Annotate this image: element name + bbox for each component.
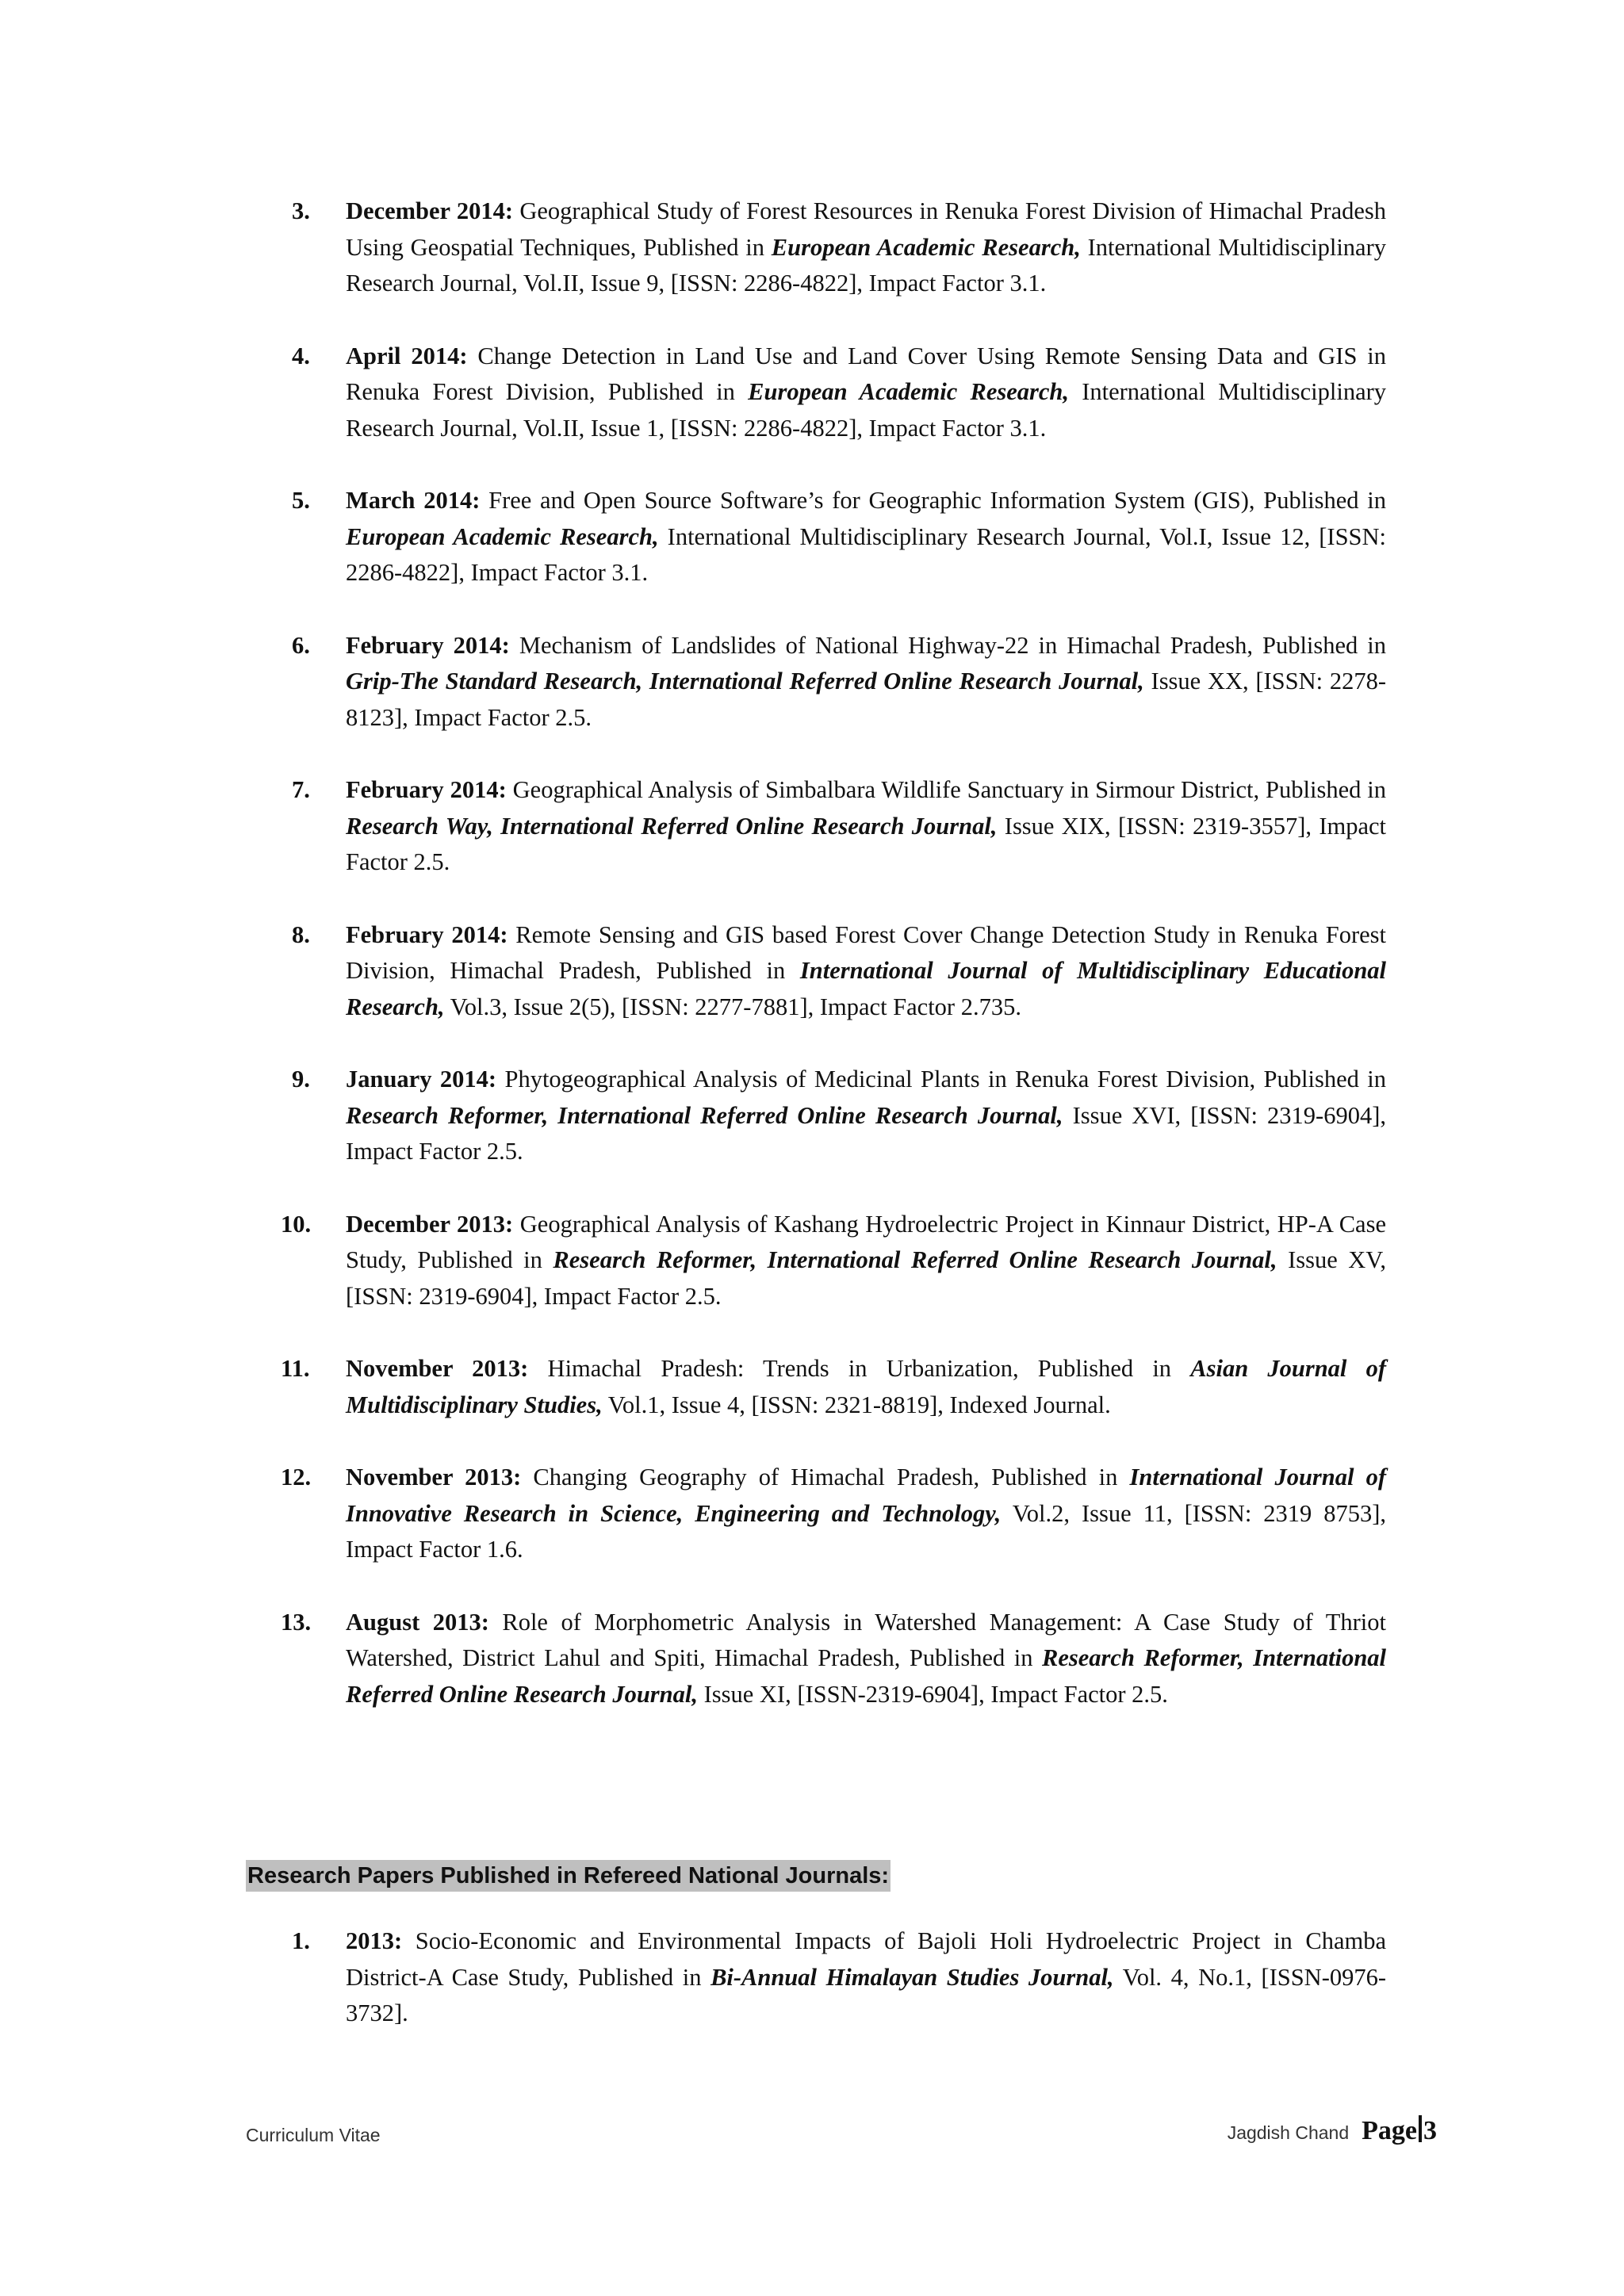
publication-date: November 2013:	[346, 1464, 522, 1490]
journal-name: Research Reformer, International Referred Online Research Journal,	[553, 1246, 1277, 1273]
publication-title: Phytogeographical Analysis of Medicinal Plants in Renuka Forest Division, Published in	[504, 1066, 1387, 1093]
section-heading-national-journals: Research Papers Published in Refereed National Journals:	[246, 1860, 891, 1892]
publication-item	[292, 628, 1387, 737]
publication-item	[292, 339, 1387, 447]
publication-date: January 2014:	[346, 1066, 497, 1093]
publication-date: March 2014:	[346, 487, 481, 514]
publication-details: International Multidisciplinary Research Journal, Vol.II, Issue 1, [ISSN: 2286-4822], Impact Factor 3.1.	[346, 378, 1387, 442]
item-number: 4.	[292, 342, 310, 369]
national-papers-section	[292, 1923, 1387, 2068]
item-number: 5.	[292, 487, 310, 514]
journal-name: European Academic Research,	[748, 378, 1070, 405]
footer-page-separator	[1419, 2115, 1422, 2142]
publication-item	[281, 1207, 1387, 1315]
publication-title: Himachal Pradesh: Trends in Urbanization, Published in	[547, 1355, 1172, 1382]
publication-item	[292, 1923, 1387, 2032]
footer-author-name: Jagdish Chand	[1227, 2122, 1350, 2143]
publication-date: 2013:	[346, 1927, 403, 1954]
publication-title: Geographical Analysis of Kashang Hydroelectric Project in Kinnaur District, HP-A Case Study, Published in	[346, 1210, 1387, 1273]
journal-name: Grip-The Standard Research, International Referred Online Research Journal,	[346, 668, 1144, 695]
national-papers-list	[292, 1923, 1387, 2032]
publication-date: February 2014:	[346, 631, 510, 659]
publication-title: Changing Geography of Himachal Pradesh, Published in	[533, 1464, 1118, 1490]
publication-date: February 2014:	[346, 776, 507, 803]
footer-page-info	[1228, 2112, 1437, 2146]
journal-name: Research Reformer, International Referred Online Research Journal,	[346, 1644, 1387, 1708]
publication-title: Free and Open Source Software’s for Geographic Information System (GIS), Published in	[488, 487, 1386, 514]
journal-name: Research Reformer, International Referred Online Research Journal,	[346, 1101, 1063, 1129]
journal-name: Asian Journal of Multidisciplinary Studies,	[346, 1355, 1387, 1418]
publication-date: December 2014:	[346, 197, 514, 224]
item-number: 3.	[292, 197, 310, 224]
publication-item	[292, 772, 1387, 881]
publication-title: Socio-Economic and Environmental Impacts of Bajoli Holi Hydroelectric Project in Chamba District-A Case Study, Published in	[346, 1927, 1387, 1991]
publication-item	[281, 1460, 1387, 1568]
publication-title: Role of Morphometric Analysis in Watershed Management: A Case Study of Thriot Watershed, District Lahul and Spiti, Himachal Pradesh, Published in	[346, 1608, 1386, 1671]
item-number: 10.	[281, 1210, 312, 1238]
journal-name: European Academic Research,	[771, 233, 1081, 261]
international-papers-list	[281, 193, 1387, 1712]
publication-details: Vol.3, Issue 2(5), [ISSN: 2277-7881], Impact Factor 2.735.	[450, 993, 1021, 1020]
publication-details: Issue XV, [ISSN: 2319-6904], Impact Factor 2.5.	[346, 1246, 1387, 1310]
item-number: 9.	[292, 1066, 310, 1093]
publication-title: Geographical Study of Forest Resources in Renuka Forest Division of Himachal Pradesh Using Geospatial Techniques, Published in	[346, 197, 1387, 261]
publication-details: Vol.1, Issue 4, [ISSN: 2321-8819], Indexed Journal.	[607, 1391, 1111, 1418]
publication-date: November 2013:	[346, 1355, 529, 1382]
publication-item	[292, 917, 1387, 1026]
publication-date: August 2013:	[346, 1608, 489, 1636]
journal-name: European Academic Research,	[346, 522, 659, 550]
item-number: 7.	[292, 776, 310, 803]
item-number: 1.	[292, 1927, 310, 1954]
footer-document-title: Curriculum Vitae	[246, 2125, 381, 2145]
publication-details: International Multidisciplinary Research Journal, Vol.II, Issue 9, [ISSN: 2286-4822], Impact Factor 3.1.	[346, 233, 1386, 297]
item-number: 11.	[281, 1355, 310, 1382]
publication-details: Issue XVI, [ISSN: 2319-6904], Impact Factor 2.5.	[346, 1101, 1386, 1165]
journal-name: International Journal of Innovative Research in Science, Engineering and Technology,	[346, 1464, 1386, 1527]
publication-date: December 2013:	[346, 1210, 514, 1238]
publication-details: Vol.2, Issue 11, [ISSN: 2319 8753], Impact Factor 1.6.	[346, 1499, 1387, 1563]
publication-details: Vol. 4, No.1, [ISSN-0976-3732].	[346, 1963, 1387, 2026]
publication-title: Geographical Analysis of Simbalbara Wildlife Sanctuary in Sirmour District, Published in	[512, 776, 1386, 803]
publication-item	[292, 193, 1387, 302]
item-number: 13.	[281, 1608, 312, 1636]
journal-name: Research Way, International Referred Online Research Journal,	[346, 812, 998, 840]
international-papers-section	[281, 193, 1387, 1749]
journal-name: International Journal of Multidisciplinary Educational Research,	[346, 957, 1387, 1020]
publication-item	[281, 1351, 1387, 1423]
publication-item	[292, 483, 1387, 591]
footer-page-label: Page	[1362, 2116, 1417, 2145]
publication-date: April 2014:	[346, 342, 468, 369]
publication-item	[292, 1062, 1387, 1170]
publication-details: Issue XI, [ISSN-2319-6904], Impact Factor 2.5.	[703, 1680, 1168, 1708]
publication-title: Change Detection in Land Use and Land Cover Using Remote Sensing Data and GIS in Renuka Forest Division, Published in	[346, 342, 1386, 405]
item-number: 8.	[292, 920, 310, 948]
publication-date: February 2014:	[346, 920, 508, 948]
item-number: 12.	[281, 1464, 312, 1490]
item-number: 6.	[292, 631, 310, 659]
publication-item	[281, 1605, 1387, 1713]
publication-title: Mechanism of Landslides of National Highway-22 in Himachal Pradesh, Published in	[519, 631, 1387, 659]
publication-details: Issue XX, [ISSN: 2278-8123], Impact Factor 2.5.	[346, 668, 1387, 731]
publication-details: Issue XIX, [ISSN: 2319-3557], Impact Factor 2.5.	[346, 812, 1387, 875]
publication-details: International Multidisciplinary Research Journal, Vol.I, Issue 12, [ISSN: 2286-4822], Impact Factor 3.1.	[346, 522, 1387, 586]
footer-page-number: 3	[1423, 2116, 1437, 2145]
journal-name: Bi-Annual Himalayan Studies Journal,	[710, 1963, 1114, 1991]
publication-title: Remote Sensing and GIS based Forest Cover Change Detection Study in Renuka Forest Division, Himachal Pradesh, Published in	[346, 920, 1386, 984]
